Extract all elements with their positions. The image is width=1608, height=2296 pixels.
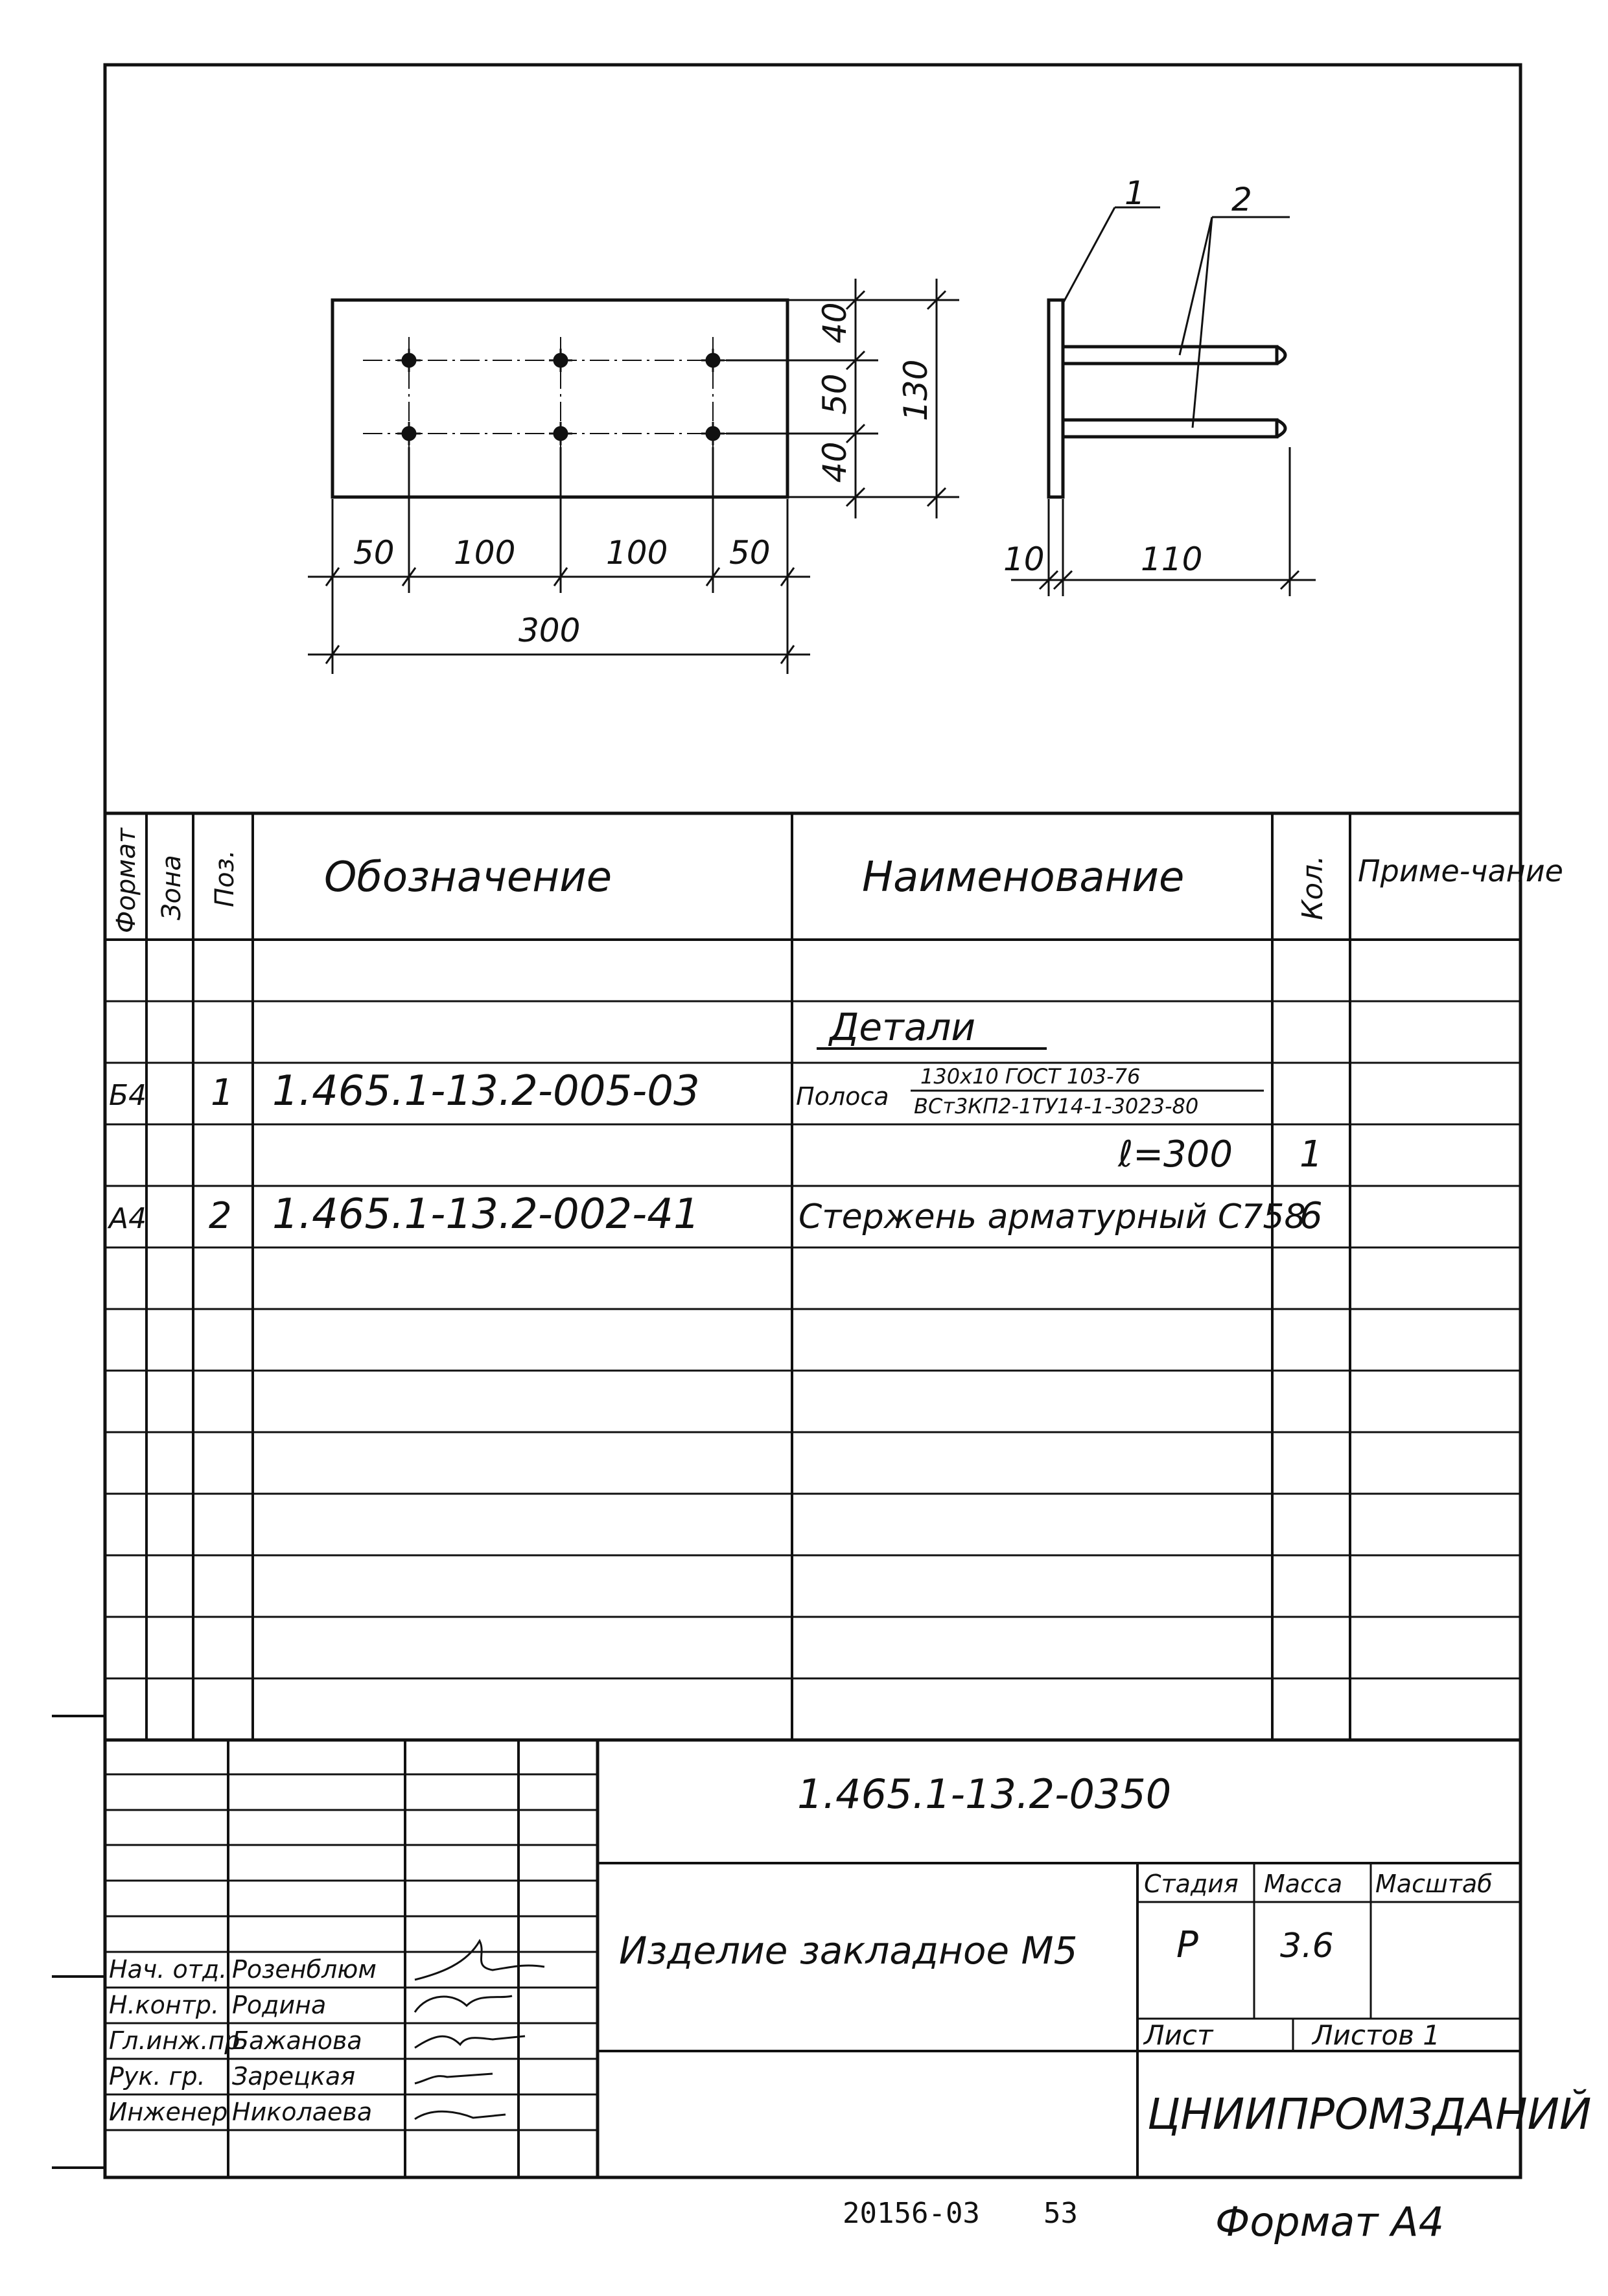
sheets-label: Листов 1 [1312,2019,1440,2051]
archive-number: 20156-03 [843,2197,980,2230]
dim-right-2: 50 [816,373,854,415]
spec-table-grid [105,813,1521,1740]
dim-bar-length: 110 [1141,540,1203,578]
row1-format: Б4 [109,1079,147,1112]
header-zone: Зона [157,855,187,920]
side-plate [1049,300,1063,497]
row1-name-prefix: Полоса [796,1082,889,1111]
title-block-text [109,1770,1591,2139]
signer-role: Гл.инж.пр. [109,2026,248,2055]
dim-right-3: 40 [816,441,854,483]
dim-overall-width: 300 [519,612,581,649]
anchor-bars [1063,347,1285,437]
header-format: Формат [111,828,141,933]
dim-bottom-2: 100 [454,534,516,572]
footer [843,2197,1444,2245]
scale-label: Масштаб [1375,1870,1493,1898]
callout-2: 2 [1231,181,1252,218]
side-view [1003,174,1316,596]
spec-table-body [107,1005,1323,1238]
row2-format: А4 [109,1202,147,1235]
row1-designation: 1.465.1-13.2-005-03 [272,1067,700,1115]
signer-name: Розенблюм [232,1955,377,1984]
header-pos: Поз. [210,850,240,907]
signer-name: Зарецкая [232,2062,356,2091]
row1-name-top: 130x10 ГОСТ 103-76 [920,1064,1141,1089]
format-label: Формат А4 [1215,2198,1445,2245]
stage-value: Р [1176,1924,1198,1966]
row2-pos: 2 [209,1195,232,1237]
doc-code: 1.465.1-13.2-0350 [797,1770,1172,1818]
row1-name-extra: ℓ=300 [1118,1133,1233,1176]
section-title: Детали [830,1005,976,1049]
row2-designation: 1.465.1-13.2-002-41 [272,1190,700,1238]
signer-role: Инженер [109,2098,228,2126]
plan-view [308,279,959,674]
mass-label: Масса [1264,1870,1343,1898]
row2-name: Стержень арматурный С758 [798,1198,1306,1236]
signer-name: Бажанова [232,2026,362,2055]
table-row [107,1190,1323,1238]
header-designation: Обозначение [324,853,612,901]
table-row [109,1064,1323,1176]
signer-name: Родина [232,1991,327,2019]
dim-right-1: 40 [816,302,854,343]
header-note: Приме-чание [1358,853,1563,888]
signer-role: Нач. отд. [109,1955,227,1984]
signers-list [109,1955,377,2126]
dim-bottom-1: 50 [353,534,395,572]
signer-name: Николаева [232,2098,373,2126]
callout-1: 1 [1124,174,1145,212]
header-qty: Кол. [1296,855,1329,920]
row1-name-bottom: ВСт3КП2-1ТУ14-1-3023-80 [914,1094,1199,1119]
signer-role: Рук. гр. [109,2062,205,2091]
row1-qty: 1 [1299,1133,1323,1176]
dim-plate-thickness: 10 [1003,540,1045,578]
dim-overall-height: 130 [897,359,935,421]
signer-role: Н.контр. [109,1991,220,2019]
page-number: 53 [1043,2197,1078,2230]
row2-qty: 6 [1299,1195,1323,1237]
product-name: Изделие закладное М5 [619,1929,1078,1973]
anchor-stud-marks [397,349,725,445]
row1-pos: 1 [211,1072,234,1114]
dim-bottom-4: 50 [729,534,771,572]
plan-dimension-lines [308,279,959,674]
organization: ЦНИИПРОМЗДАНИЙ [1147,2089,1592,2139]
spec-table-headers [111,827,1563,933]
sheet-label: Лист [1144,2019,1213,2051]
stage-label: Стадия [1144,1870,1239,1898]
header-name: Наименование [862,853,1185,901]
dim-bottom-3: 100 [606,534,668,572]
signatures [415,1941,544,2119]
mass-value: 3.6 [1280,1927,1334,1966]
